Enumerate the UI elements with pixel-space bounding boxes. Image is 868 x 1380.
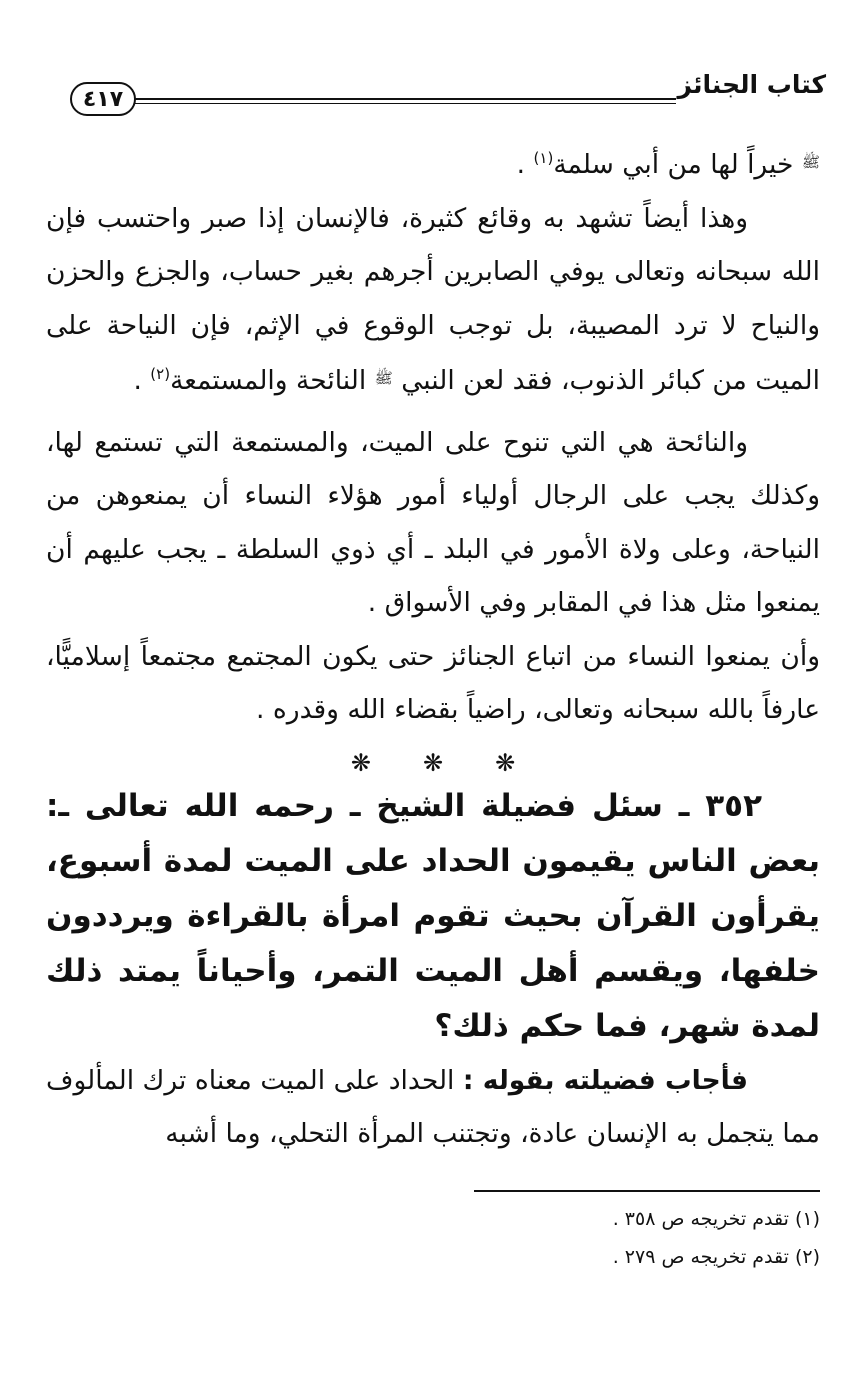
star-ornament: ❋: [350, 748, 371, 777]
paragraph-1-text: خيراً لها من أبي سلمة: [553, 149, 794, 180]
page-number-badge: [70, 82, 136, 116]
footnote-separator: [474, 1190, 820, 1192]
answer-text: الحداد على الميت معناه ترك المألوف مما يتجمل به الإنسان عادة، وتجتنب المرأة التحلي، وما أشبه: [46, 1064, 820, 1149]
section-separator: [46, 743, 820, 783]
paragraph-3: والنائحة هي التي تنوح على الميت، والمستمعة التي تستمع لها، وكذلك يجب على الرجال أولياء أمور هؤلاء النساء أن يمنعوهن من النياحة، وعلى ولاة الأمور في البلد ـ أي ذوي السلطة ـ يجب عليهم أن يمنعوا مثل هذا في المقابر وفي الأسواق .: [46, 426, 820, 618]
honorific-symbol: ﷺ: [374, 369, 393, 387]
footnote-ref-1: (١): [533, 149, 554, 168]
question-text: ٣٥٢ ـ سئل فضيلة الشيخ ـ رحمه الله تعالى ـ: بعض الناس يقيمون الحداد على الميت لمدة أسبوع، يقرأون القرآن بحيث تقوم امرأة بالقراءة ويرددون خلفها، ويقسم أهل الميت التمر، وأحياناً يمتد ذلك لمدة شهر، فما حكم ذلك؟: [46, 787, 820, 1044]
star-ornament: ❋: [495, 748, 516, 777]
paragraph-4: وأن يمنعوا النساء من اتباع الجنائز حتى يكون المجتمع مجتمعاً إسلاميًّا، عارفاً بالله سبحانه وتعالى، راضياً بقضاء الله وقدره .: [46, 640, 820, 725]
answer-paragraph: [46, 1054, 820, 1161]
page-number: ٤١٧: [82, 86, 124, 112]
paragraph-2-tail: النائحة والمستمعة: [170, 365, 375, 396]
paragraph-2-text: وهذا أيضاً تشهد به وقائع كثيرة، فالإنسان إذا صبر واحتسب فإن الله سبحانه وتعالى يوفي الصابرين أجرهم بغير حساب، والجزع والحزن والنياح لا ترد المصيبة، بل توجب الوقوع في الإثم، فإن النياحة على الميت من كبائر الذنوب، فقد لعن النبي: [46, 202, 820, 396]
honorific-symbol: ﷺ: [801, 153, 820, 171]
footnote-1: (١) تقدم تخريجه ص ٣٥٨ .: [612, 1208, 820, 1230]
paragraph-2: [46, 192, 820, 408]
footnote-2: (٢) تقدم تخريجه ص ٢٧٩ .: [612, 1246, 820, 1268]
chapter-title: كتاب الجنائز: [677, 70, 826, 99]
answer-lead: فأجاب فضيلته بقوله :: [462, 1064, 748, 1096]
main-text: [46, 136, 820, 1161]
paragraph-1-end: .: [516, 149, 534, 180]
footnotes: [46, 1200, 820, 1276]
star-ornament: ❋: [422, 748, 444, 777]
header-rule: [130, 98, 676, 104]
paragraph-1: [46, 136, 820, 192]
paragraph-2-end: .: [133, 365, 151, 396]
question-block: [46, 779, 820, 1054]
footnote-ref-2: (٢): [150, 365, 171, 384]
page-header: [70, 68, 826, 118]
